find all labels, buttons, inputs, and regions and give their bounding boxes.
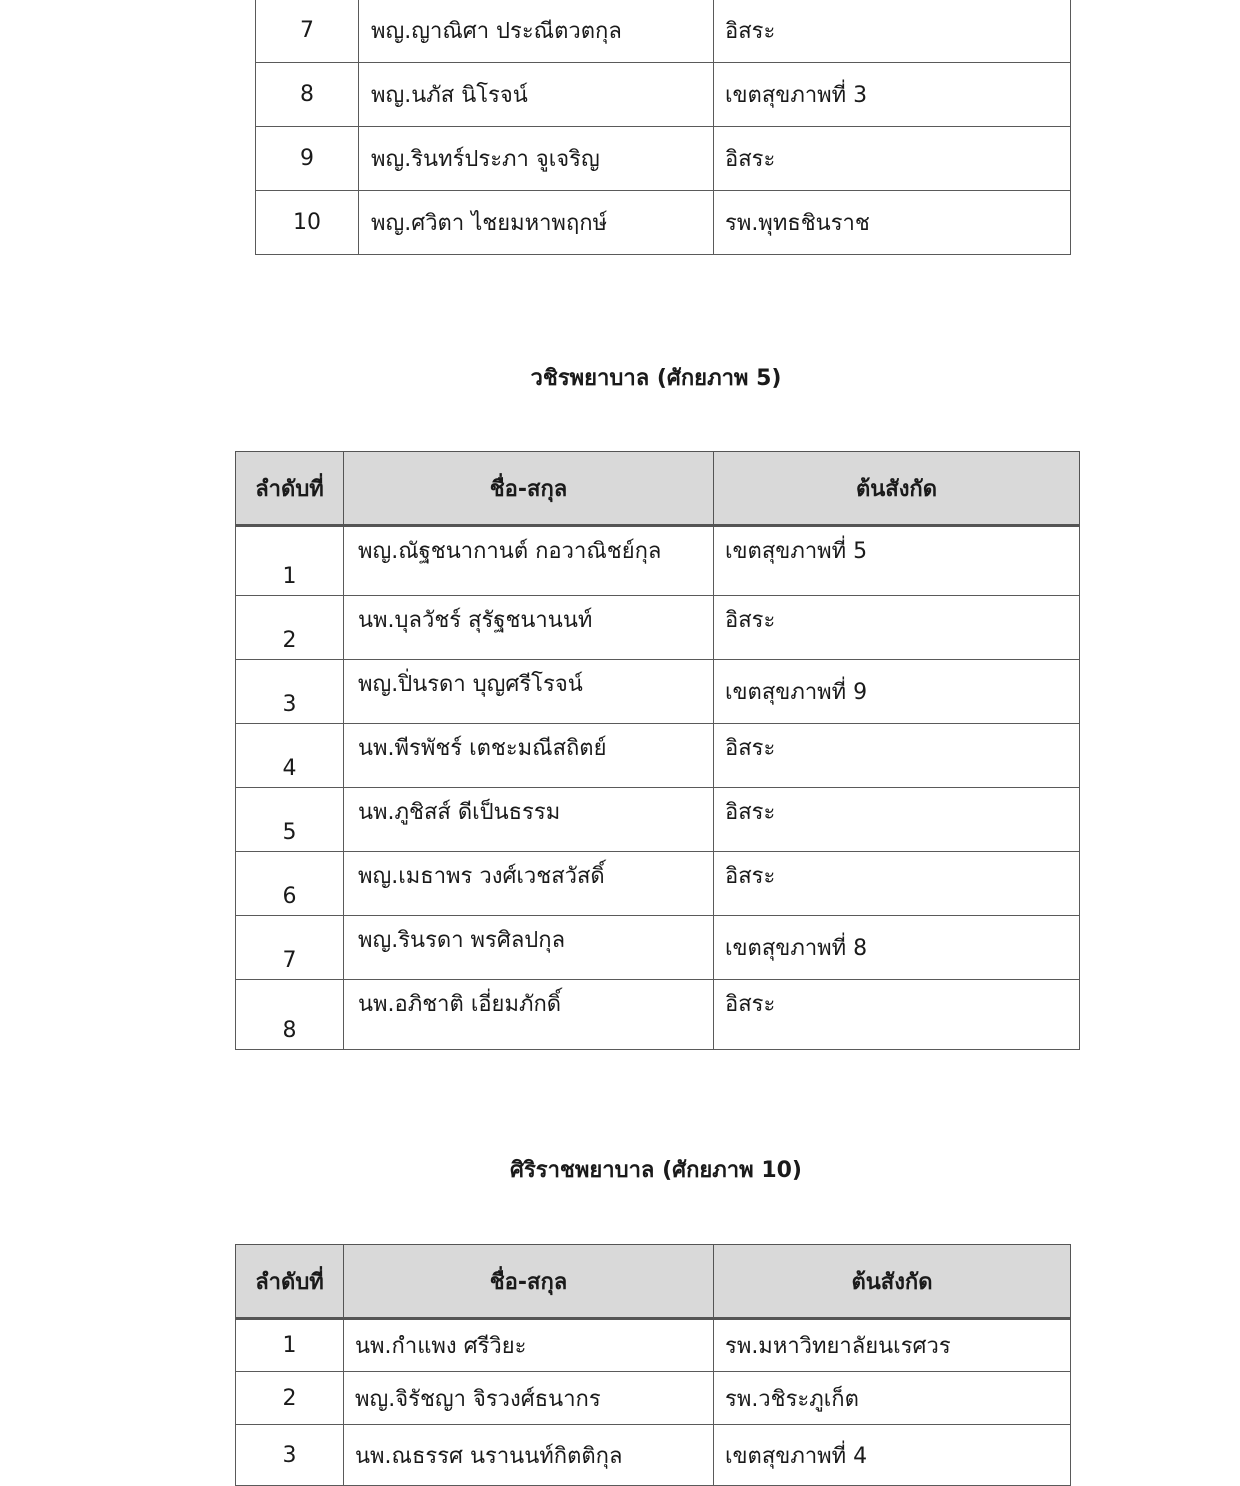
table-row (236, 980, 1080, 1050)
row-org: เขตสุขภาพที่ 8 (714, 916, 1080, 980)
row-org: เขตสุขภาพที่ 4 (714, 1425, 1071, 1486)
row-org: อิสระ (714, 0, 1071, 63)
table-row (236, 788, 1080, 852)
row-number: 10 (256, 191, 359, 255)
row-org: อิสระ (714, 788, 1080, 852)
table-header-row (236, 452, 1080, 526)
row-name: นพ.ภูชิสส์ ดีเป็นธรรม (344, 788, 714, 852)
row-org: เขตสุขภาพที่ 9 (714, 660, 1080, 724)
row-name: พญ.ณัฐชนากานต์ กอวาณิชย์กุล (344, 526, 714, 596)
header-org: ต้นสังกัด (714, 1245, 1071, 1319)
row-name: พญ.ปิ่นรดา บุญศรีโรจน์ (344, 660, 714, 724)
section-title-vajira: วชิรพยาบาล (ศักยภาพ 5) (530, 366, 782, 391)
row-number: 8 (236, 980, 344, 1050)
row-name: พญ.รินรดา พรศิลปกุล (344, 916, 714, 980)
row-number: 2 (236, 596, 344, 660)
row-name: นพ.อภิชาติ เอี่ยมภักดิ์ (344, 980, 714, 1050)
table-row (236, 916, 1080, 980)
row-number: 4 (236, 724, 344, 788)
table-row (256, 127, 1071, 191)
row-name: พญ.ญาณิศา ประณีตวตกุล (359, 0, 714, 63)
row-org: อิสระ (714, 724, 1080, 788)
row-name: นพ.ณธรรศ นรานนท์กิตติกุล (344, 1425, 714, 1486)
row-name: พญ.จิรัชญา จิรวงศ์ธนากร (344, 1372, 714, 1425)
table-row (236, 526, 1080, 596)
row-number: 3 (236, 660, 344, 724)
row-org: อิสระ (714, 980, 1080, 1050)
table-row (236, 852, 1080, 916)
row-number: 9 (256, 127, 359, 191)
row-number: 2 (236, 1372, 344, 1425)
row-org: เขตสุขภาพที่ 3 (714, 63, 1071, 127)
row-number: 8 (256, 63, 359, 127)
row-name: พญ.เมธาพร วงศ์เวชสวัสดิ์ (344, 852, 714, 916)
table-row (256, 191, 1071, 255)
row-number: 6 (236, 852, 344, 916)
row-org: เขตสุขภาพที่ 5 (714, 526, 1080, 596)
row-name: พญ.รินทร์ประภา จูเจริญ (359, 127, 714, 191)
row-name: นพ.กำแพง ศรีวิยะ (344, 1319, 714, 1372)
header-number: ลำดับที่ (236, 1245, 344, 1319)
header-number: ลำดับที่ (236, 452, 344, 526)
row-number: 7 (256, 0, 359, 63)
table-row (236, 1372, 1071, 1425)
row-org: รพ.พุทธชินราช (714, 191, 1071, 255)
table-vajira (235, 451, 1080, 1050)
header-name: ชื่อ-สกุล (344, 452, 714, 526)
row-number: 7 (236, 916, 344, 980)
row-number: 3 (236, 1425, 344, 1486)
table-header-row (236, 1245, 1071, 1319)
table-row (256, 0, 1071, 63)
header-org: ต้นสังกัด (714, 452, 1080, 526)
table-siriraj (235, 1244, 1071, 1486)
table-row (256, 63, 1071, 127)
table-row (236, 724, 1080, 788)
row-org: อิสระ (714, 596, 1080, 660)
row-name: พญ.ศวิตา ไชยมหาพฤกษ์ (359, 191, 714, 255)
section-title-siriraj: ศิริราชพยาบาล (ศักยภาพ 10) (509, 1158, 802, 1183)
table-continued (255, 0, 1071, 255)
row-org: รพ.วชิระภูเก็ต (714, 1372, 1071, 1425)
row-number: 1 (236, 1319, 344, 1372)
row-org: รพ.มหาวิทยาลัยนเรศวร (714, 1319, 1071, 1372)
table-row (236, 660, 1080, 724)
row-number: 1 (236, 526, 344, 596)
header-name: ชื่อ-สกุล (344, 1245, 714, 1319)
table-row (236, 1425, 1071, 1486)
row-org: อิสระ (714, 127, 1071, 191)
row-number: 5 (236, 788, 344, 852)
table-row (236, 596, 1080, 660)
row-name: พญ.นภัส นิโรจน์ (359, 63, 714, 127)
row-name: นพ.พีรพัชร์ เตชะมณีสถิตย์ (344, 724, 714, 788)
table-row (236, 1319, 1071, 1372)
row-org: อิสระ (714, 852, 1080, 916)
row-name: นพ.บุลวัชร์ สุรัฐชนานนท์ (344, 596, 714, 660)
